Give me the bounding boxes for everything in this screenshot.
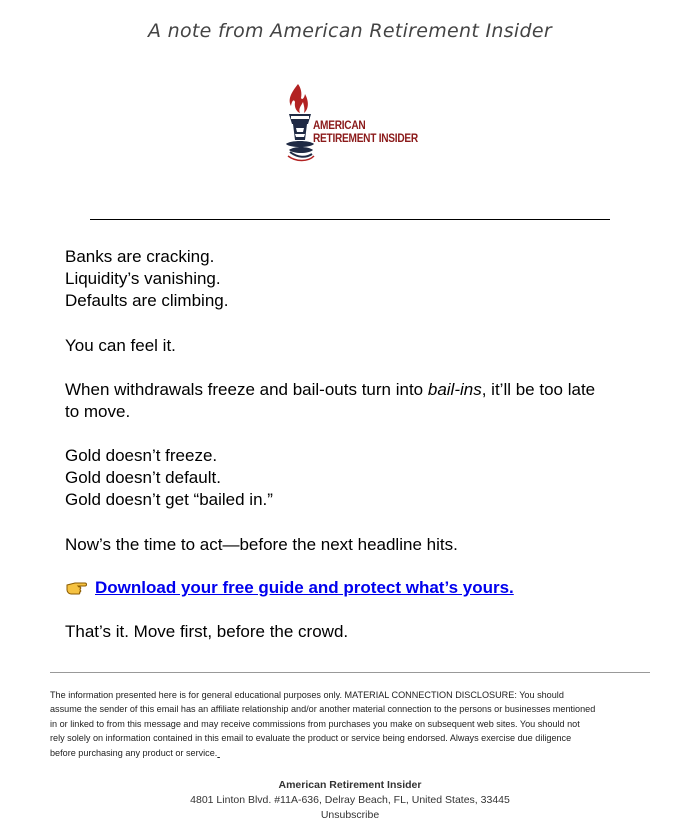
disclaimer-line: assume the sender of this email has an affiliate relationship and/or another material connection to the persons or businesses mentioned bbox=[50, 704, 596, 715]
disclaimer-line: rely solely on information contained in this email to evaluate the product or service being endorsed. Always exercise due diligence bbox=[50, 733, 572, 744]
paragraph-banks bbox=[65, 246, 650, 312]
bottom-divider bbox=[50, 672, 650, 673]
paragraph-withdrawals bbox=[65, 379, 650, 423]
header-note: A note from American Retirement Insider bbox=[148, 20, 552, 42]
body-line: Defaults are climbing. bbox=[65, 291, 229, 310]
footer-address: 4801 Linton Blvd. #11A-636, Delray Beach, FL, United States, 33445 bbox=[190, 794, 510, 806]
text-before: When withdrawals freeze and bail-outs turn into bbox=[65, 380, 428, 399]
body-line: Banks are cracking. bbox=[65, 247, 215, 266]
body-line bbox=[65, 379, 650, 401]
footer-company: American Retirement Insider bbox=[278, 779, 422, 791]
unsubscribe-link[interactable]: Unsubscribe bbox=[320, 809, 380, 821]
paragraph-gold bbox=[65, 445, 650, 511]
pointing-hand-icon bbox=[65, 577, 89, 597]
body-line: to move. bbox=[65, 402, 131, 421]
cta-row bbox=[65, 577, 665, 599]
disclaimer-link[interactable] bbox=[217, 748, 220, 758]
body-line: Now’s the time to act—before the next headline hits. bbox=[65, 535, 458, 554]
disclaimer-last-line: before purchasing any product or service. bbox=[50, 747, 218, 758]
body-line: That’s it. Move first, before the crowd. bbox=[65, 622, 349, 641]
top-divider bbox=[90, 219, 610, 220]
logo-text-line1: AMERICAN bbox=[313, 120, 366, 132]
bail-ins-emphasis: bail-ins bbox=[427, 380, 482, 399]
paragraph-feel bbox=[65, 335, 650, 357]
paragraph-closing bbox=[65, 621, 650, 643]
text-after: , it’ll be too late bbox=[481, 380, 596, 399]
disclaimer-line: The information presented here is for general educational purposes only. MATERIAL CONNECTION DISCLOSURE: You should bbox=[50, 690, 564, 700]
paragraph-act-now bbox=[65, 534, 650, 556]
disclaimer-line bbox=[50, 746, 650, 760]
brand-logo[interactable] bbox=[280, 82, 430, 166]
body-line: Liquidity’s vanishing. bbox=[65, 269, 221, 288]
disclaimer bbox=[50, 688, 650, 760]
body-line: Gold doesn’t freeze. bbox=[65, 446, 218, 465]
logo-text-line2: RETIREMENT INSIDER bbox=[313, 133, 418, 145]
body-line: Gold doesn’t get “bailed in.” bbox=[65, 490, 273, 509]
download-guide-link[interactable]: Download your free guide and protect what’s yours. bbox=[95, 578, 514, 597]
disclaimer-line: in or linked to from this message and may receive commissions from purchases you make on subsequent web sites. You should not bbox=[50, 718, 580, 729]
body-line: You can feel it. bbox=[65, 336, 176, 355]
body-line: Gold doesn’t default. bbox=[65, 468, 221, 487]
